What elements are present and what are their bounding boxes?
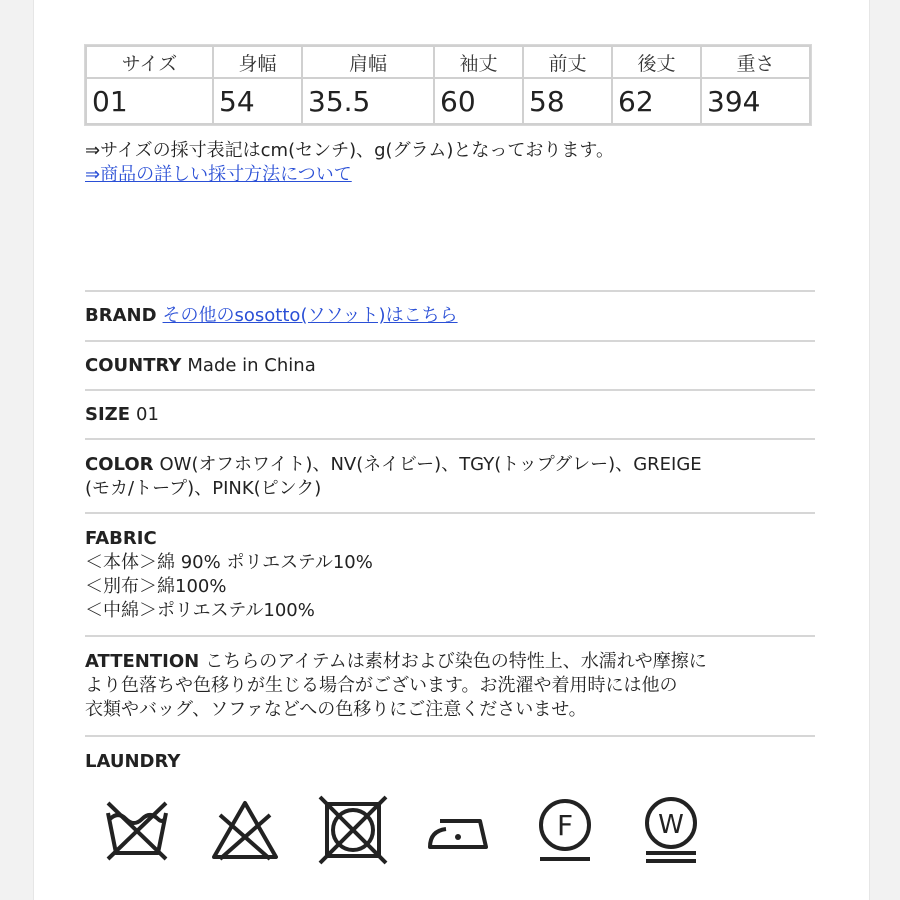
header-body-width: 身幅 (213, 46, 302, 78)
right-margin (869, 0, 900, 900)
country-key: COUNTRY (85, 355, 182, 376)
color-value-line2: (モカ/トープ)、PINK(ピンク) (85, 478, 322, 499)
attention-key: ATTENTION (85, 651, 200, 672)
value-back-length: 62 (612, 78, 701, 124)
size-value: 01 (136, 404, 159, 425)
value-front-length: 58 (523, 78, 612, 124)
value-body-width: 54 (213, 78, 302, 124)
header-sleeve-length: 袖丈 (434, 46, 523, 78)
tumble-dry-prohibited-icon (318, 795, 388, 865)
brand-link[interactable]: その他のsosotto(ソソット)はこちら (162, 305, 458, 326)
value-size: 01 (86, 78, 213, 124)
size-table-value-row (86, 78, 810, 124)
attention-row (85, 635, 815, 722)
size-unit-note: ⇒サイズの採寸表記はcm(センチ)、g(グラム)となっております。 (85, 140, 614, 161)
fabric-filling: ＜中綿＞ポリエステル100% (85, 600, 315, 621)
country-row (85, 340, 815, 378)
value-sleeve-length: 60 (434, 78, 523, 124)
laundry-row (85, 735, 815, 774)
wet-clean-w-icon (636, 795, 706, 865)
bleach-prohibited-icon (210, 795, 280, 865)
color-row (85, 438, 815, 501)
fabric-key: FABRIC (85, 528, 157, 549)
header-back-length: 後丈 (612, 46, 701, 78)
header-size: サイズ (86, 46, 213, 78)
size-key: SIZE (85, 404, 131, 425)
brand-key: BRAND (85, 305, 157, 326)
fabric-row (85, 512, 815, 623)
attention-line1: こちらのアイテムは素材および染色の特性上、水濡れや摩擦に (205, 651, 707, 672)
attention-line2: より色落ちや色移りが生じる場合がございます。お洗濯や着用時には他の (85, 675, 678, 696)
header-front-length: 前丈 (523, 46, 612, 78)
size-table (85, 45, 811, 125)
laundry-key: LAUNDRY (85, 751, 181, 772)
color-key: COLOR (85, 454, 154, 475)
size-row (85, 389, 815, 427)
fabric-body: ＜本体＞綿 90% ポリエステル10% (85, 552, 373, 573)
dry-clean-letter: F (556, 809, 574, 842)
size-table-header-row (86, 46, 810, 78)
measure-method-link[interactable]: ⇒商品の詳しい採寸方法について (85, 164, 352, 185)
fabric-accent: ＜別布＞綿100% (85, 576, 227, 597)
header-shoulder-width: 肩幅 (302, 46, 434, 78)
color-value-line1: OW(オフホワイト)、NV(ネイビー)、TGY(トップグレー)、GREIGE (159, 454, 702, 475)
header-weight: 重さ (701, 46, 810, 78)
attention-line3: 衣類やバッグ、ソファなどへの色移りにご注意くださいませ。 (85, 699, 587, 720)
iron-low-icon (424, 795, 494, 865)
brand-row (85, 290, 815, 346)
country-value: Made in China (187, 355, 316, 376)
value-weight: 394 (701, 78, 810, 124)
wash-prohibited-icon (102, 795, 172, 865)
value-shoulder-width: 35.5 (302, 78, 434, 124)
wet-clean-letter: W (658, 810, 684, 840)
dry-clean-f-icon (530, 795, 600, 865)
left-margin (0, 0, 34, 900)
